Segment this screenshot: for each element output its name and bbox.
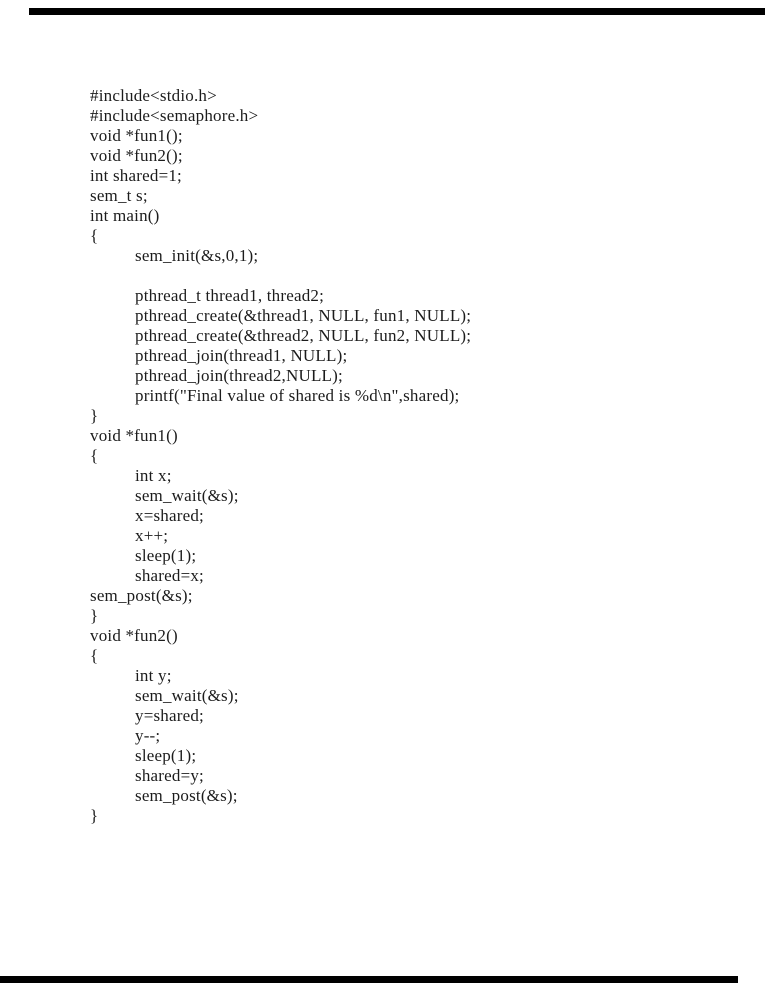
code-line: { (90, 646, 99, 665)
code-line: shared=x; (135, 566, 204, 585)
code-line: int x; (135, 466, 172, 485)
code-line: sleep(1); (135, 746, 197, 765)
code-line: #include<stdio.h> (90, 86, 217, 105)
code-line: int shared=1; (90, 166, 182, 185)
code-line: } (90, 406, 99, 425)
code-line: sem_wait(&s); (135, 686, 239, 705)
code-line: #include<semaphore.h> (90, 106, 259, 125)
code-line: sem_t s; (90, 186, 148, 205)
code-line: pthread_create(&thread2, NULL, fun2, NULL); (135, 326, 472, 345)
code-line: pthread_join(thread1, NULL); (135, 346, 348, 365)
code-line: } (90, 806, 99, 825)
code-line: pthread_create(&thread1, NULL, fun1, NULL); (135, 306, 472, 325)
code-line: pthread_join(thread2,NULL); (135, 366, 343, 385)
code-line: { (90, 226, 99, 245)
code-line (90, 266, 690, 286)
code-listing (90, 86, 690, 826)
code-line: void *fun1(); (90, 126, 183, 145)
scan-artifact-bottom-bar (0, 976, 738, 983)
code-line: y=shared; (135, 706, 204, 725)
code-line: sem_post(&s); (90, 586, 193, 605)
code-line: sem_wait(&s); (135, 486, 239, 505)
code-line: void *fun1() (90, 426, 178, 445)
code-line: void *fun2(); (90, 146, 183, 165)
code-line: x++; (135, 526, 169, 545)
code-line: pthread_t thread1, thread2; (135, 286, 325, 305)
code-line: sem_init(&s,0,1); (135, 246, 259, 265)
scan-artifact-top-bar (29, 8, 765, 15)
code-line: sem_post(&s); (135, 786, 238, 805)
code-line: int y; (135, 666, 172, 685)
code-line: int main() (90, 206, 160, 225)
code-line: { (90, 446, 99, 465)
code-line: void *fun2() (90, 626, 178, 645)
code-line: } (90, 606, 99, 625)
code-line: y--; (135, 726, 161, 745)
code-line: shared=y; (135, 766, 204, 785)
code-line: x=shared; (135, 506, 204, 525)
code-line: printf("Final value of shared is %d\n",shared); (135, 386, 460, 405)
code-line: sleep(1); (135, 546, 197, 565)
